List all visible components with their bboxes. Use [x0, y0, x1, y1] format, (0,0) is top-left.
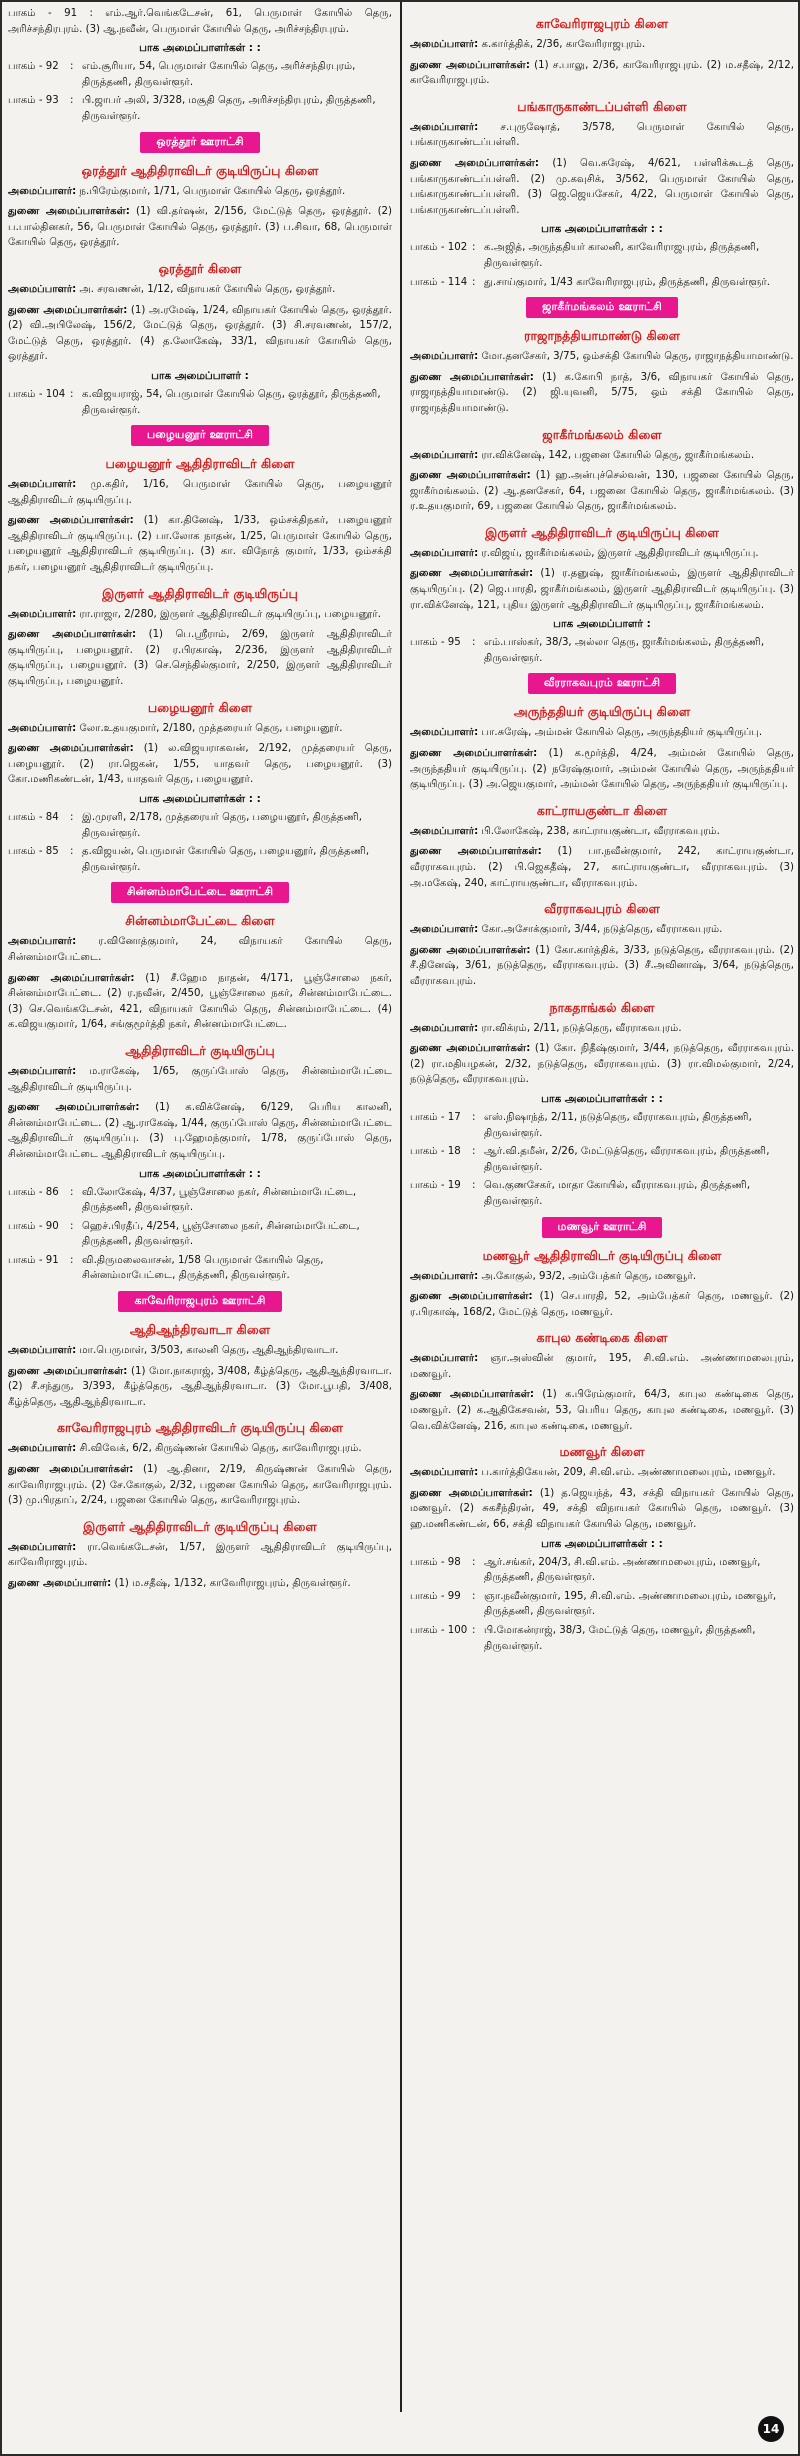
branch-heading: காவேரிராஜபுரம் ஆதிதிராவிடர் குடியிருப்பு கிளை [56, 1420, 344, 1436]
ward-organisers-subheading: பாக அமைப்பாளர்கள் : : [139, 1167, 261, 1180]
role-label: துணை அமைப்பாளர்கள்: [8, 304, 128, 316]
organiser-entry [410, 370, 794, 417]
organiser-details: க.கார்த்திக், 2/36, காவேரிராஜபுரம். [481, 39, 646, 50]
organiser-details: (1) ல.விஜயராகவன், 2/192, முத்தரையர் தெரு, பழையனூர். (2) ரா.ஜெகன், 1/55, யாதவர் தெரு, பழையனூர். (3) கோ.மணிகண்டன், 1/43, யாதவர் தெரு, பழையனூர். [8, 743, 392, 786]
organiser-details: (1) க.விக்னேஷ், 6/129, பெரிய காலனி, சின்னம்மாபேட்டை. (2) ஆ.ராகேஷ், 1/44, குருப்போஸ் தெரு, சின்னம்மாபேட்டை ஆதிதிராவிடர் குடியிருப்பு. (3) பு.ஹேமந்குமார், 1/78, குருப்போஸ் தெரு, சின்னம்மாபேட்டை ஆதிதிராவிடர் குடியிருப்பு. [8, 1102, 392, 1160]
organiser-details: (1) கா.தினேஷ், 1/33, ஒம்சக்திநகர், பழையனூர் ஆதிதிராவிடர் குடியிருப்பு. (2) பா.லோக நாதன், 1/25, பெருமாள் கோயில் தெரு, பழையனூர் ஆதிதிராவிடர் குடியிருப்பு. (3) கா. விநோத் குமார், 1/33, ஒம்சக்தி நகர், பழையனூர் ஆதிதிராவிடர் குடியிருப்பு. [8, 515, 392, 574]
ward-organiser-row [410, 1144, 794, 1175]
ward-organiser-details: இ.முரளி, 2/178, முத்தரையர் தெரு, பழையனூர், திருத்தணி, திருவள்ளூர். [82, 812, 363, 839]
branch-heading: ஒரத்தூர் ஆதிதிராவிடர் குடியிருப்பு கிளை [81, 162, 319, 178]
branch-heading: இருளர் ஆதிதிராவிடர் குடியிருப்பு கிளை [83, 1518, 317, 1534]
ward-organiser-row [410, 1623, 794, 1654]
ward-organisers-subheading: பாக அமைப்பாளர்கள் : : [139, 42, 261, 55]
ward-number: பாகம் - 17 [410, 1111, 461, 1123]
organiser-details: (1) கோ.கார்த்திக், 3/33, நடுத்தெரு, வீரராகவபுரம். (2) சீ.தினேஷ், 3/61, நடுத்தெரு, வீரராகவபுரம். (3) சீ.அவினாஷ், 3/64, நடுத்தெரு, வீரராகவபுரம். [410, 944, 794, 987]
ward-organiser-row [8, 1185, 392, 1216]
role-label: துணை அமைப்பாளர்கள்: [410, 748, 538, 760]
branch-heading: காட்ராயகுண்டா கிளை [536, 802, 668, 818]
ward-number: பாகம் - 90 [8, 1220, 59, 1232]
organiser-entry [410, 1486, 794, 1533]
ward-organisers-subheading: பாக அமைப்பாளர்கள் : : [541, 1537, 663, 1550]
role-label: அமைப்பாளர்: [8, 1065, 77, 1077]
panchayat-heading: மணவூர் ஊராட்சி [542, 1217, 663, 1238]
organiser-details: ந.பிரேம்குமார், 1/71, பெருமாள் கோயில் தெரு, ஒரத்தூர். [79, 185, 346, 197]
role-label: துணை அமைப்பாளர்கள்: [8, 1365, 128, 1377]
organiser-details: பாகம் - 91 : எம்.ஆர்.வெங்கடேசன், 61, பெருமாள் கோயில் தெரு, அரிச்சந்திரபுரம். (3) ஆ.நவீன், பெருமாள் கோயில் தெரு, அரிச்சந்திரபுரம். [8, 8, 392, 35]
ward-separator: : [472, 276, 476, 288]
ward-separator: : [472, 1590, 476, 1602]
organiser-entry [8, 282, 392, 298]
organiser-details: ஞா.அஸ்வின் குமார், 195, சி.வி.எம். அண்ணாமலைபுரம், மணவூர். [410, 1353, 794, 1380]
ward-number: பாகம் - 99 [410, 1590, 461, 1602]
ward-number: பாகம் - 91 [8, 1254, 59, 1266]
organiser-entry [8, 1441, 392, 1457]
ward-number: பாகம் - 18 [410, 1146, 461, 1158]
role-label: துணை அமைப்பாளர்கள்: [410, 568, 534, 580]
organiser-entry [8, 204, 392, 251]
left-column [8, 6, 392, 1597]
ward-number: பாகம் - 19 [410, 1180, 461, 1192]
branch-heading: மணவூர் ஆதிதிராவிடர் குடியிருப்பு கிளை [482, 1247, 722, 1263]
role-label: துணை அமைப்பாளர்கள்: [410, 1043, 531, 1055]
ward-separator: : [472, 1556, 476, 1568]
organiser-details: லோ.உதயகுமார், 2/180, முத்தரையர் தெரு, பழையனூர். [79, 722, 343, 734]
ward-organiser-details: எம்.சூரியா, 54, பெருமாள் கோயில் தெரு, அரிச்சந்திரபுரம், திருத்தணி, திருவள்ளூர். [82, 61, 356, 88]
branch-heading: ஒரத்தூர் கிளை [158, 260, 242, 276]
ward-separator: : [70, 1220, 74, 1232]
ward-separator: : [70, 1186, 74, 1198]
organiser-details: மோ.தனசேகர், 3/75, ஒம்சக்தி கோயில் தெரு, ராஜாநத்தியாமாண்டு. [481, 351, 794, 363]
organiser-details: (1) த.ஜெயந்த், 43, சக்தி விநாயகர் கோயில் தெரு, மணவூர். (2) சுகசீந்திரன், 49, சக்தி விநாயகர் கோயில் தெரு, மணவூர். (3) ஹ.மணிகண்டன், 66, சக்தி விநாயகர் கோயில் தெரு, மணவூர். [410, 1487, 794, 1531]
role-label: துணை அமைப்பாளர்கள்: [410, 846, 542, 858]
organiser-entry [8, 627, 392, 689]
ward-separator: : [472, 1625, 476, 1636]
organiser-entry [410, 824, 794, 840]
panchayat-heading: வீரராகவபுரம் ஊராட்சி [528, 673, 676, 694]
organiser-entry [8, 1100, 392, 1162]
role-label: அமைப்பாளர்: [410, 1270, 479, 1282]
role-label: அமைப்பாளர்: [410, 547, 479, 559]
ward-organiser-row [410, 1555, 794, 1586]
ward-separator: : [472, 1180, 476, 1192]
branch-heading: இருளர் ஆதிதிராவிடர் குடியிருப்பு கிளை [485, 524, 719, 540]
ward-separator: : [472, 242, 476, 254]
organiser-entry [410, 120, 794, 151]
branch-heading: ஆதிஆந்திரவாடா கிளை [129, 1322, 271, 1338]
organiser-entry [410, 746, 794, 793]
ward-organiser-row [8, 1219, 392, 1250]
organiser-entry [8, 513, 392, 575]
ward-organiser-row [8, 844, 392, 875]
organiser-details: (1) ர.தனுஷ், ஜாகீர்மங்கலம், இருளர் ஆதிதிராவிடர் குடியிருப்பு. (2) ஜெ.பாரதி, ஜாகீர்மங்கலம், இருளர் ஆதிதிராவிடர் குடியிருப்பு. (3) ரா.விக்னேஷ், 121, புதிய இருளர் ஆதிதிராவிடர் குடியிருப்பு, ஜாகீர்மங்கலம். [410, 568, 794, 611]
branch-heading: காவேரிராஜபுரம் கிளை [535, 16, 669, 31]
role-label: அமைப்பாளர்: [8, 283, 77, 295]
organiser-details: (1) கோ. நிதீஷ்குமார், 3/44, நடுத்தெரு, வீரராகவபுரம். (2) ரா.மதியழகன், 2/32, நடுத்தெரு, வீரராகவபுரம். (3) ரா.விமல்குமார், 2/24, நடுத்தெரு, வீரராகவபுரம். [410, 1043, 794, 1086]
organiser-details: ர.வினோத்குமார், 24, விநாயகர் கோயில் தெரு, சின்னம்மாபேட்டை. [8, 936, 392, 963]
organiser-details: (1) அ.ரமேஷ், 1/24, விநாயகர் கோயில் தெரு, ஒரத்தூர். (2) வி.அபிலேஷ், 156/2, மேட்டுத் தெரு, ஒரத்தூர். (3) சி.சரவணன், 157/2, மேட்டுத் தெரு, ஒரத்தூர். (4) த.லோகேஷ், 33/1, விநாயகர் கோயில் தெரு, ஒரத்தூர். [8, 304, 392, 363]
branch-heading: ஆதிதிராவிடர் குடியிருப்பு [125, 1042, 275, 1058]
organiser-entry [410, 1021, 794, 1037]
role-label: அமைப்பாளர்: [8, 1541, 77, 1553]
organiser-entry [8, 1343, 392, 1359]
organiser-details: (1) சீ.ஹேம நாதன், 4/171, பூஞ்சோலை நகர், சின்னம்மாபேட்டை. (2) ர.நவீன், 2/450, பூஞ்சோலை நகர், சின்னம்மாபேட்டை. (3) செ.வெங்கடேசன், 421, விநாயகர் கோயில் தெரு, சின்னம்மாபேட்டை. (4) க.விஜயகுமார், 1/64, சங்குமூர்த்தி நகர், சின்னம்மாபேட்டை. [8, 972, 392, 1031]
role-label: துணை அமைப்பாளர்கள்: [410, 944, 531, 956]
organiser-details: (1) க.கோபி நாத், 3/6, விநாயகர் கோயில் தெரு, ராஜாநத்தியாமாண்டு. (2) ஜி.யுவனி, 5/75, ஒம் சக்தி கோயில் தெரு, ராஜாநத்தியாமாண்டு. [410, 371, 794, 414]
ward-organiser-row [410, 1589, 794, 1620]
organiser-details: ச.புருஷோத், 3/578, பெருமாள் கோயில் தெரு, பங்காருகாண்டப்பள்ளி. [410, 121, 794, 149]
organiser-entry [410, 37, 794, 53]
role-label: அமைப்பாளர்: [410, 39, 479, 50]
organiser-entry [410, 546, 794, 562]
organiser-entry [8, 971, 392, 1033]
role-label: துணை அமைப்பாளர்: [8, 1578, 112, 1589]
organiser-entry [410, 922, 794, 938]
ward-separator: : [472, 1111, 476, 1123]
ward-organiser-details: பி.மோகன்ராஜ், 38/3, மேட்டுத் தெரு, மணவூர், திருத்தணி, திருவள்ளூர். [484, 1625, 756, 1652]
role-label: துணை அமைப்பாளர்கள்: [410, 1291, 533, 1303]
branch-heading: பங்காருகாண்டப்பள்ளி கிளை [517, 98, 687, 114]
organiser-details: மா.பெருமாள், 3/503, காலனி தெரு, ஆதிஆந்திரவாடா. [79, 1345, 339, 1357]
ward-organiser-row [8, 1253, 392, 1284]
organiser-details: சி.விவேக், 6/2, கிருஷ்ணன் கோயில் தெரு, காவேரிராஜபுரம். [79, 1443, 362, 1455]
organiser-details: ரா.ராஜா, 2/280, இருளர் ஆதிதிராவிடர் குடியிருப்பு, பழையனூர். [79, 608, 381, 620]
role-label: துணை அமைப்பாளர்கள்: [410, 157, 539, 169]
ward-number: பாகம் - 104 [8, 388, 66, 400]
organiser-entry [410, 566, 794, 613]
branch-heading: மணவூர் கிளை [559, 1444, 645, 1460]
organiser-entry [410, 1269, 794, 1285]
role-label: அமைப்பாளர்: [8, 936, 77, 948]
ward-number: பாகம் - 95 [410, 637, 461, 649]
ward-organisers-subheading: பாக அமைப்பாளர் : [151, 369, 249, 382]
role-label: அமைப்பாளர்: [410, 351, 479, 363]
ward-organiser-row [410, 1110, 794, 1141]
right-column [410, 6, 794, 1657]
ward-organiser-details: து.சாய்குமார், 1/43 காவேரிராஜபுரம், திருத்தணி, திருவள்ளூர். [484, 276, 771, 288]
role-label: அமைப்பாளர்: [8, 608, 77, 620]
role-label: துணை அமைப்பாளர்கள்: [8, 743, 134, 755]
organiser-entry [410, 448, 794, 464]
organiser-details: ரா.வெங்கடேசன், 1/57, இருளர் ஆதிதிராவிடர் குடியிருப்பு, காவேரிராஜபுரம். [8, 1541, 392, 1569]
organiser-entry [410, 725, 794, 741]
branch-heading: வீரராகவபுரம் கிளை [544, 901, 660, 917]
column-divider [400, 2, 402, 2412]
page-number-badge: 14 [758, 2416, 784, 2442]
branch-heading: பழையனூர் கிளை [147, 699, 253, 715]
role-label: அமைப்பாளர்: [8, 722, 77, 734]
role-label: அமைப்பாளர்: [410, 121, 479, 133]
organiser-details: (1) க.மூர்த்தி, 4/24, அம்மன் கோயில் தெரு, அருந்ததியர் குடியிருப்பு. (2) நரேஷ்குமார், அம்மன் கோயில் தெரு, அருந்ததியர் குடியிருப்பு. (3) அ.ஜெயகுமார், அம்மன் கோயில் தெரு, அருந்ததியர் குடியிருப்பு. [410, 748, 794, 791]
ward-number: பாகம் - 98 [410, 1556, 461, 1568]
organiser-entry [410, 468, 794, 515]
ward-number: பாகம் - 100 [410, 1625, 468, 1636]
organiser-details: (1) பா.நவீன்குமார், 242, காட்ராயகுண்டா, வீரராகவபுரம். (2) பி.ஜெகதீஷ், 27, காட்ராயகுண்டா, வீரராகவபுரம். (3) அ.மகேஷ், 240, காட்ராயகுண்டா, வீரராகவபுரம். [410, 846, 794, 889]
organiser-details: ர.விஜய், ஜாகீர்மங்கலம், இருளர் ஆதிதிராவிடர் குடியிருப்பு. [481, 547, 759, 559]
role-label: அமைப்பாளர்: [410, 727, 479, 739]
role-label: துணை அமைப்பாளர்கள்: [8, 629, 137, 641]
ward-organiser-row [410, 275, 794, 291]
organiser-details: கோ.அசோக்குமார், 3/44, நடுத்தெரு, வீரராகவபுரம். [481, 924, 723, 936]
panchayat-heading: காவேரிராஜபுரம் ஊராட்சி [118, 1291, 281, 1312]
branch-heading: காபுல கண்டிகை கிளை [536, 1330, 668, 1346]
ward-number: பாகம் - 102 [410, 242, 468, 254]
ward-organiser-row [410, 635, 794, 666]
organiser-details: மு.கதிர், 1/16, பெருமாள் கோயில் தெரு, பழையனூர் ஆதிதிராவிடர் குடியிருப்பு. [8, 479, 392, 506]
organiser-details: அ. சரவணன், 1/12, விநாயகர் கோயில் தெரு, ஒரத்தூர். [79, 283, 336, 295]
ward-organiser-row [8, 93, 392, 124]
ward-organiser-details: வெ.குணசேகர், மாதா கோயில், வீரராகவபுரம், திருத்தணி, திருவள்ளூர். [484, 1180, 751, 1207]
ward-organiser-row [410, 240, 794, 271]
organiser-entry [410, 1351, 794, 1382]
ward-organiser-details: ஆர்.சங்கர், 204/3, சி.வி.எம். அண்ணாமலைபுரம், மணவூர், திருத்தணி, திருவள்ளூர். [484, 1556, 761, 1584]
ward-organiser-details: வி.திருமலைவாசன், 1/58 பெருமாள் கோயில் தெரு, சின்னம்மாபேட்டை, திருத்தணி, திருவள்ளூர். [82, 1254, 324, 1282]
ward-separator: : [70, 812, 74, 823]
organiser-details: (1) ஆ.தினா, 2/19, கிருஷ்ணன் கோயில் தெரு, காவேரிராஜபுரம். (2) சே.கோகுல், 2/32, பஜனை கோயில் தெரு, காவேரிராஜபுரம். (3) மு.பிரதாப், 2/24, பஜனை கோயில் தெரு, காவேரிராஜபுரம். [8, 1464, 392, 1507]
organiser-details: அ.கோகுல், 93/2, அம்பேத்கர் தெரு, மணவூர். [481, 1270, 697, 1282]
ward-number: பாகம் - 84 [8, 812, 59, 823]
organiser-details: பி.லோகேஷ், 238, காட்ராயகுண்டா, வீரராகவபுரம். [481, 825, 720, 837]
branch-heading: ராஜாநத்தியாமாண்டு கிளை [523, 328, 681, 344]
role-label: அமைப்பாளர்: [8, 1345, 77, 1357]
organiser-entry [8, 184, 392, 200]
ward-organiser-details: ஹெச்.பிரதீப், 4/254, பூஞ்சோலை நகர், சின்னம்மாபேட்டை, திருத்தணி, திருவள்ளூர். [82, 1220, 360, 1248]
ward-separator: : [70, 846, 74, 858]
organiser-details: (1) க.பிரேம்குமார், 64/3, காபுல கண்டிகை தெரு, மணவூர். (2) க.ஆதிகேசவன், 53, பெரிய தெரு, காபுல கண்டிகை, மணவூர். (3) வெ.விக்னேஷ், 216, காபுல கண்டிகை, மணவூர். [410, 1389, 794, 1432]
role-label: அமைப்பாளர்: [8, 1443, 77, 1455]
ward-organiser-details: வி.லோகேஷ், 4/37, பூஞ்சோலை நகர், சின்னம்மாபேட்டை, திருத்தணி, திருவள்ளூர். [82, 1186, 357, 1214]
role-label: துணை அமைப்பாளர்கள்: [410, 371, 534, 383]
panchayat-heading: ஒரத்தூர் ஊராட்சி [140, 132, 259, 153]
role-label: துணை அமைப்பாளர்கள்: [410, 1487, 533, 1499]
branch-heading: இருளர் ஆதிதிராவிடர் குடியிருப்பு [102, 585, 298, 601]
organiser-entry [8, 721, 392, 737]
organiser-entry [8, 477, 392, 508]
branch-heading: பழையனூர் ஆதிதிராவிடர் கிளை [105, 456, 295, 472]
organiser-entry [8, 1364, 392, 1411]
role-label: அமைப்பாளர்: [410, 924, 479, 936]
role-label: துணை அமைப்பாளர்கள்: [410, 1389, 534, 1401]
panchayat-heading: பழையனூர் ஊராட்சி [131, 425, 269, 446]
organiser-details: (1) வி.தர்ஷன், 2/156, மேட்டுத் தெரு, ஒரத்தூர். (2) ப.பால்தினகர், 56, பெருமாள் கோயில் தெரு, ஒரத்தூர். (3) ப.சிவா, 68, பெருமாள் கோயில் தெரு, ஒரத்தூர். [8, 206, 392, 249]
role-label: அமைப்பாளர்: [410, 825, 479, 837]
organiser-details: ரா.விக்னேஷ், 142, பஜனை கோயில் தெரு, ஜாகீர்மங்கலம். [481, 449, 755, 461]
role-label: அமைப்பாளர்: [8, 479, 77, 491]
organiser-entry [8, 741, 392, 788]
organiser-details: (1) ச.பாலு, 2/36, காவேரிராஜபுரம். (2) ம.சதீஷ், 2/12, காவேரிராஜபுரம். [410, 59, 794, 87]
ward-organiser-row [410, 1178, 794, 1209]
branch-heading: அருந்ததியர் குடியிருப்பு கிளை [513, 704, 691, 720]
organiser-entry [410, 943, 794, 990]
role-label: துணை அமைப்பாளர்கள்: [410, 59, 530, 71]
ward-separator: : [70, 1254, 74, 1266]
ward-number: பாகம் - 93 [8, 95, 59, 107]
organiser-entry [8, 1064, 392, 1095]
ward-number: பாகம் - 114 [410, 276, 468, 288]
ward-organiser-details: ஆர்.வி.தமீன், 2/26, மேட்டுத்தெரு, வீரராகவபுரம், திருத்தணி, திருவள்ளூர். [484, 1146, 770, 1173]
organiser-details: (1) பெ.ஸ்ரீராம், 2/69, இருளர் ஆதிதிராவிடர் குடியிருப்பு, பழையனூர். (2) ர.பிரகாஷ், 2/236, இருளர் ஆதிதிராவிடர் குடியிருப்பு, பழையனூர். (3) செ.செந்தில்குமார், 2/250, இருளர் ஆதிதிராவிடர் குடியிருப்பு, பழையனூர். [8, 629, 392, 688]
ward-organisers-subheading: பாக அமைப்பாளர்கள் : : [139, 793, 261, 805]
organiser-details: (1) செ.பாரதி, 52, அம்பேத்கர் தெரு, மணவூர். (2) ர.பிரகாஷ், 168/2, மேட்டுத் தெரு, மணவூர். [410, 1291, 794, 1318]
organiser-entry [8, 607, 392, 623]
role-label: அமைப்பாளர்: [410, 1467, 479, 1479]
ward-organiser-details: எம்.பாஸ்கர், 38/3, அல்லா தெரு, ஜாகீர்மங்கலம், திருத்தணி, திருவள்ளூர். [484, 637, 765, 664]
ward-separator: : [472, 637, 476, 649]
role-label: அமைப்பாளர்: [410, 1022, 479, 1034]
organiser-details: (1) ம.சதீஷ், 1/132, காவேரிராஜபுரம், திருவள்ளூர். [114, 1578, 351, 1589]
organiser-details: ரா.விக்ரம், 2/11, நடுத்தெரு, வீரராகவபுரம். [481, 1022, 682, 1034]
ward-organisers-subheading: பாக அமைப்பாளர்கள் : : [541, 223, 663, 236]
organiser-details: பா.சுரேஷ், அம்மன் கோயில் தெரு, அருந்ததியர் குடியிருப்பு. [481, 727, 763, 739]
branch-heading: நாகதாங்கல் கிளை [549, 999, 655, 1015]
role-label: அமைப்பாளர்: [410, 449, 479, 461]
organiser-details: ப.கார்த்திகேயன், 209, சி.வி.எம். அண்ணாமலைபுரம், மணவூர். [481, 1467, 776, 1479]
ward-organiser-row [8, 810, 392, 841]
organiser-entry [8, 934, 392, 965]
organiser-entry [8, 1576, 392, 1592]
organiser-entry [8, 6, 392, 37]
role-label: துணை அமைப்பாளர்கள்: [8, 972, 135, 984]
ward-separator: : [70, 61, 74, 73]
ward-organiser-details: பி.ஜாபர் அலி, 3/328, மசூதி தெரு, அரிச்சந்திரபுரம், திருத்தணி, திருவள்ளூர். [82, 95, 376, 122]
ward-separator: : [70, 95, 74, 107]
organiser-details: (1) ஹ.அன்புச்செல்வன், 130, பஜனை கோயில் தெரு, ஜாகீர்மங்கலம். (2) ஆ.தனசேகர், 64, பஜனை கோயில் தெரு, ஜாகீர்மங்கலம். (3) ர.உதயகுமார், 69, பஜனை கோயில் தெரு, ஜாகீர்மங்கலம். [410, 470, 794, 513]
organiser-entry [410, 58, 794, 89]
branch-heading: ஜாகீர்மங்கலம் கிளை [542, 426, 662, 442]
organiser-entry [8, 1540, 392, 1571]
organiser-details: ம.ராகேஷ், 1/65, குருப்போஸ் தெரு, சின்னம்மாபேட்டை ஆதிதிராவிடர் குடியிருப்பு. [8, 1065, 392, 1093]
panchayat-heading: சின்னம்மாபேட்டை ஊராட்சி [111, 882, 289, 903]
organiser-entry [410, 1387, 794, 1434]
ward-organiser-details: ஞா.நவீன்குமார், 195, சி.வி.எம். அண்ணாமலைபுரம், மணவூர், திருத்தணி, திருவள்ளூர். [484, 1590, 777, 1618]
organiser-details: (1) வெ.சுரேஷ், 4/621, பள்ளிக்கூடத் தெரு, பங்காருகாண்டப்பள்ளி. (2) மு.கவுசிக், 3/562, பெருமாள் கோயில் தெரு, பங்காருகாண்டப்பள்ளி. (3) ஜெ.ஜெயசேகர், 4/22, பெருமாள் கோயில் தெரு, பங்காருகாண்டப்பள்ளி. [410, 157, 794, 216]
ward-organiser-details: த.விஜயன், பெருமாள் கோயில் தெரு, பழையனூர், திருத்தணி, திருவள்ளூர். [82, 846, 370, 873]
role-label: துணை அமைப்பாளர்கள்: [8, 1102, 140, 1114]
branch-heading: சின்னம்மாபேட்டை கிளை [125, 913, 275, 929]
ward-organisers-subheading: பாக அமைப்பாளர் : [553, 618, 651, 631]
role-label: அமைப்பாளர்: [410, 1353, 479, 1365]
ward-number: பாகம் - 85 [8, 846, 59, 858]
ward-organiser-row [8, 387, 392, 418]
role-label: துணை அமைப்பாளர்கள்: [410, 470, 531, 482]
ward-organiser-details: எஸ்.நிஷாந்த், 2/11, நடுத்தெரு, வீரராகவபுரம், திருத்தணி, திருவள்ளூர். [484, 1111, 752, 1139]
ward-organisers-subheading: பாக அமைப்பாளர்கள் : : [541, 1092, 663, 1105]
ward-organiser-details: க.அஜித், அருந்ததியர் காலனி, காவேரிராஜபுரம், திருத்தணி, திருவள்ளூர். [484, 242, 760, 269]
ward-separator: : [472, 1146, 476, 1158]
organiser-entry [410, 844, 794, 891]
organiser-entry [410, 1289, 794, 1320]
role-label: துணை அமைப்பாளர்கள்: [8, 515, 134, 527]
organiser-entry [410, 156, 794, 218]
organiser-entry [410, 1465, 794, 1481]
role-label: துணை அமைப்பாளர்கள்: [8, 206, 130, 218]
ward-separator: : [70, 388, 74, 400]
organiser-entry [410, 1041, 794, 1088]
ward-organiser-row [8, 59, 392, 90]
panchayat-heading: ஜாகீர்மங்கலம் ஊராட்சி [526, 297, 678, 318]
organiser-entry [8, 1462, 392, 1509]
role-label: துணை அமைப்பாளர்கள்: [8, 1464, 134, 1476]
organiser-entry [8, 303, 392, 365]
role-label: அமைப்பாளர்: [8, 185, 77, 197]
ward-organiser-details: க.விஜயராஜ், 54, பெருமாள் கோயில் தெரு, ஒரத்தூர், திருத்தணி, திருவள்ளூர். [82, 388, 381, 416]
ward-number: பாகம் - 92 [8, 61, 59, 73]
ward-number: பாகம் - 86 [8, 1186, 59, 1198]
organiser-details: (1) மோ.நாகராஜ், 3/408, கீழ்த்தெரு, ஆதிஆந்திரவாடா. (2) சீ.சந்துரு, 3/393, கீழ்த்தெரு, ஆதிஆந்திரவாடா. (3) மோ.பூபதி, 3/408, கீழ்த்தெரு, ஆதிஆந்திரவாடா. [8, 1365, 392, 1408]
organiser-entry [410, 349, 794, 365]
